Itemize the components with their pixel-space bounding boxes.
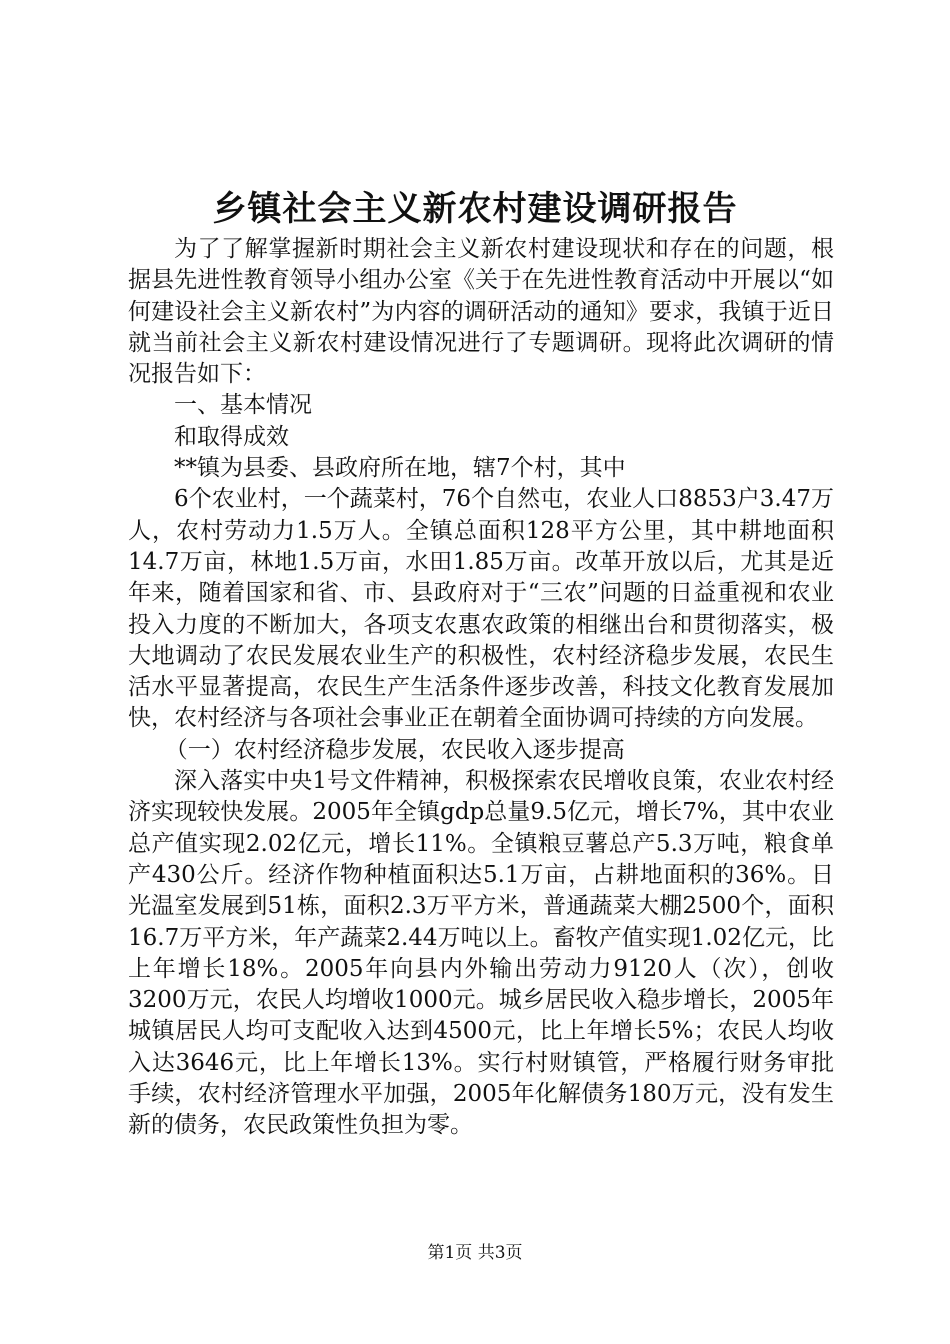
document-title: 乡镇社会主义新农村建设调研报告 [212,189,738,229]
document-body [128,234,834,1142]
subsection-heading-economy: （一）农村经济稳步发展，农民收入逐步提高 [164,736,625,763]
paragraph-town-overview: **镇为县委、县政府所在地，辖7个村，其中 [174,455,626,482]
section-heading-basic-cont: 和取得成效 [174,423,289,450]
paragraph-town-stats: 6个农业村，一个蔬菜村，76个自然屯，农业人口8853户3.47万人，农村劳动力1.5万人。全镇总面积128平方公里，其中耕地面积14.7万亩，林地1.5万亩，水田1.85万亩。改革开放以后，尤其是近年来，随着国家和省、市、县政府对于“三农”问题的日益重视和农业投入力度的不断加大，各项支农惠农政策的相继出台和贯彻落实，极大地调动了农民发展农业生产的积极性，农村经济稳步发展，农民生活水平显著提高，农民生产生活条件逐步改善，科技文化教育发展加快，农村经济与各项社会事业正在朝着全面协调可持续的方向发展。 [128,486,834,732]
paragraph-economy: 深入落实中央1号文件精神，积极探索农民增收良策，农业农村经济实现较快发展。2005年全镇gdp总量9.5亿元，增长7%，其中农业总产值实现2.02亿元，增长11%。全镇粮豆薯总产5.3万吨，粮食单产430公斤。经济作物种植面积达5.1万亩，占耕地面积的36%。日光温室发展到51栋，面积2.3万平方米，普通蔬菜大棚2500个，面积16.7万平方米，年产蔬菜2.44万吨以上。畜牧产值实现1.02亿元，比上年增长18%。2005年向县内外输出劳动力9120人（次），创收3200万元，农民人均增收1000元。城乡居民收入稳步增长，2005年城镇居民人均可支配收入达到4500元，比上年增长5%；农民人均收入达3646元，比上年增长13%。实行村财镇管，严格履行财务审批手续，农村经济管理水平加强，2005年化解债务180万元，没有发生新的债务，农民政策性负担为零。 [128,768,834,1139]
section-heading-basic: 一、基本情况 [174,392,312,419]
page-footer: 第1页 共3页 [427,1243,523,1263]
paragraph-intro: 为了了解掌握新时期社会主义新农村建设现状和存在的问题，根据县先进性教育领导小组办公室《关于在先进性教育活动中开展以“如何建设社会主义新农村”为内容的调研活动的通知》要求，我镇于近日就当前社会主义新农村建设情况进行了专题调研。现将此次调研的情况报告如下： [128,236,834,388]
